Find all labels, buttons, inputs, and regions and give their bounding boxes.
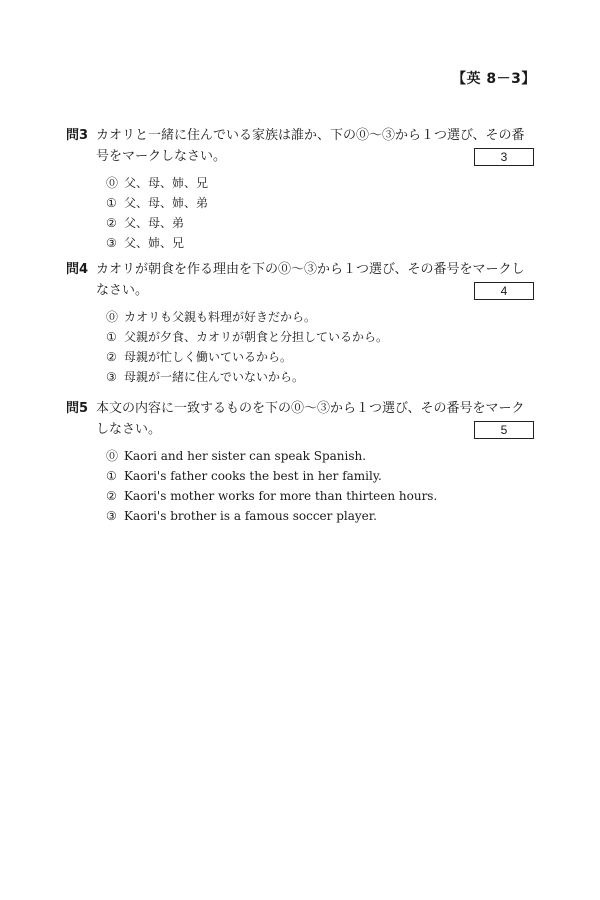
option-text: Kaori's mother works for more than thirteen hours. bbox=[124, 489, 438, 503]
question-3 bbox=[66, 125, 534, 253]
option-text: 父、姉、兄 bbox=[124, 236, 185, 250]
question-header bbox=[66, 398, 534, 440]
answer-box: 3 bbox=[474, 148, 534, 166]
option-text: 母親が忙しく働いているから。 bbox=[124, 350, 293, 364]
option-mark: ① bbox=[106, 469, 117, 483]
option-text: 母親が一緒に住んでいないから。 bbox=[124, 370, 305, 384]
option-text: 父親が夕食、カオリが朝食と分担しているから。 bbox=[124, 330, 389, 344]
option-mark: ③ bbox=[106, 509, 117, 523]
option-text: Kaori's father cooks the best in her family. bbox=[124, 469, 382, 483]
option-list bbox=[66, 307, 534, 387]
option-mark: ⓪ bbox=[106, 449, 119, 463]
option-text: Kaori's brother is a famous soccer player. bbox=[124, 509, 377, 523]
option-mark: ② bbox=[106, 216, 117, 230]
question-4 bbox=[66, 259, 534, 387]
question-header bbox=[66, 259, 534, 301]
question-number: 問3 bbox=[66, 128, 89, 143]
page-code: 【英 8－3】 bbox=[452, 71, 536, 87]
option-mark: ② bbox=[106, 489, 117, 503]
answer-box: 4 bbox=[474, 282, 534, 300]
question-text: カオリと一緒に住んでいる家族は誰か、下の⓪～③から１つ選び、その番号をマークしなさい。 bbox=[96, 128, 525, 164]
option-item bbox=[106, 173, 534, 193]
option-text: 父、母、姉、兄 bbox=[124, 176, 209, 190]
answer-box: 5 bbox=[474, 421, 534, 439]
option-list bbox=[66, 173, 534, 253]
option-text: 父、母、弟 bbox=[124, 216, 185, 230]
option-mark: ② bbox=[106, 350, 117, 364]
option-mark: ⓪ bbox=[106, 176, 119, 190]
option-item bbox=[106, 486, 534, 506]
question-5 bbox=[66, 398, 534, 526]
option-item bbox=[106, 307, 534, 327]
option-mark: ③ bbox=[106, 236, 117, 250]
option-mark: ③ bbox=[106, 370, 117, 384]
question-header bbox=[66, 125, 534, 167]
option-item bbox=[106, 233, 534, 253]
option-item bbox=[106, 213, 534, 233]
option-item bbox=[106, 327, 534, 347]
option-mark: ① bbox=[106, 196, 117, 210]
option-item bbox=[106, 506, 534, 526]
option-text: カオリも父親も料理が好きだから。 bbox=[124, 310, 317, 324]
question-text: カオリが朝食を作る理由を下の⓪～③から１つ選び、その番号をマークしなさい。 bbox=[96, 262, 525, 298]
option-text: Kaori and her sister can speak Spanish. bbox=[124, 449, 367, 463]
option-mark: ① bbox=[106, 330, 117, 344]
question-text: 本文の内容に一致するものを下の⓪～③から１つ選び、その番号をマークしなさい。 bbox=[96, 401, 525, 437]
question-number: 問5 bbox=[66, 401, 89, 416]
option-item bbox=[106, 446, 534, 466]
option-item bbox=[106, 367, 534, 387]
question-number: 問4 bbox=[66, 262, 89, 277]
option-item bbox=[106, 347, 534, 367]
option-item bbox=[106, 466, 534, 486]
option-item bbox=[106, 193, 534, 213]
option-list bbox=[66, 446, 534, 526]
option-text: 父、母、姉、弟 bbox=[124, 196, 209, 210]
option-mark: ⓪ bbox=[106, 310, 119, 324]
